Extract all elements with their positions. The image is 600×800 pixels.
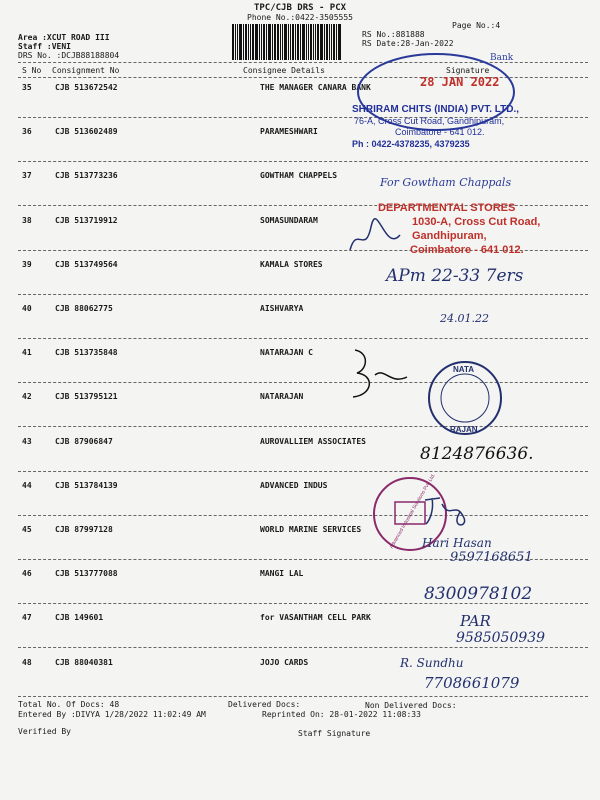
handwritten-r45-name: Hari Hasan bbox=[422, 536, 492, 550]
gowtham-for-line: For Gowtham Chappals bbox=[380, 176, 512, 189]
handwritten-r47-phone: 9585050939 bbox=[456, 630, 546, 646]
row-sno: 46 bbox=[22, 569, 32, 578]
header-phone: Phone No.:0422-3505555 bbox=[247, 13, 353, 22]
gowtham-store: DEPARTMENTAL STORES bbox=[378, 202, 516, 214]
row-consignment-no: CJB 513784139 bbox=[55, 481, 118, 490]
page-number: Page No.:4 bbox=[452, 21, 501, 30]
handwritten-r47-initials: PAR bbox=[460, 612, 491, 630]
row-consignee: PARAMESHWARI bbox=[260, 127, 318, 136]
row-consignee: NATARAJAN C bbox=[260, 348, 313, 357]
table-row bbox=[0, 304, 600, 348]
row-sno: 43 bbox=[22, 437, 32, 446]
row-consignee: ADVANCED INDUS bbox=[260, 481, 328, 490]
row-sno: 35 bbox=[22, 83, 32, 92]
rs-date: RS Date:28-Jan-2022 bbox=[362, 39, 454, 48]
shriram-phone: Ph : 0422-4378235, 4379235 bbox=[352, 139, 470, 149]
row-consignee: AISHVARYA bbox=[260, 304, 304, 313]
shriram-name: SHRIRAM CHITS (INDIA) PVT. LTD., bbox=[352, 104, 520, 115]
row-consignee: SOMASUNDARAM bbox=[260, 216, 318, 225]
row-consignee: THE MANAGER CANARA BANK bbox=[260, 83, 371, 92]
footer-divider bbox=[18, 696, 588, 697]
row-consignee: GOWTHAM CHAPPELS bbox=[260, 171, 338, 180]
row-consignment-no: CJB 513719912 bbox=[55, 216, 118, 225]
handwritten-r39: APm 22-33 7ers bbox=[386, 266, 524, 286]
handwritten-r40: 24.01.22 bbox=[440, 312, 489, 325]
received-date-stamp: 28 JAN 2022 bbox=[420, 75, 500, 89]
row-divider bbox=[18, 294, 588, 295]
round-seal-bottom: RAJAN bbox=[450, 425, 478, 434]
shriram-city: Coimbatore - 641 012. bbox=[395, 127, 485, 137]
table-row bbox=[0, 348, 600, 392]
col-consignment: Consignment No bbox=[52, 66, 120, 75]
shriram-stamp bbox=[340, 40, 530, 152]
col-sno: S No bbox=[22, 66, 42, 75]
row-divider bbox=[18, 161, 588, 162]
bank-stamp-text: Bank bbox=[490, 53, 514, 63]
row-sno: 36 bbox=[22, 127, 32, 136]
row-consignment-no: CJB 513735848 bbox=[55, 348, 118, 357]
col-signature: Signature bbox=[446, 66, 490, 75]
non-delivered-docs: Non Delivered Docs: bbox=[365, 701, 457, 710]
signature-r41 bbox=[345, 345, 415, 405]
row-consignee: AUROVALLIEM ASSOCIATES bbox=[260, 437, 366, 446]
row-consignee: MANGI LAL bbox=[260, 569, 304, 578]
document-title: TPC/CJB DRS - PCX bbox=[253, 3, 347, 13]
row-sno: 39 bbox=[22, 260, 32, 269]
row-consignment-no: CJB 513773236 bbox=[55, 171, 118, 180]
row-sno: 44 bbox=[22, 481, 32, 490]
row-sno: 45 bbox=[22, 525, 32, 534]
row-consignment-no: CJB 149601 bbox=[55, 613, 104, 622]
handwritten-r45-phone: 9597168651 bbox=[450, 550, 533, 565]
staff-signature: Staff Signature bbox=[298, 729, 371, 738]
drs-number: DRS No. :DCJB88188804 bbox=[18, 51, 120, 60]
row-divider bbox=[18, 515, 588, 516]
row-consignment-no: CJB 513777088 bbox=[55, 569, 118, 578]
row-consignment-no: CJB 513672542 bbox=[55, 83, 118, 92]
total-docs: Total No. Of Docs: 48 bbox=[18, 700, 120, 709]
row-sno: 41 bbox=[22, 348, 32, 357]
table-row bbox=[0, 481, 600, 525]
handwritten-r48-phone: 7708661079 bbox=[424, 674, 520, 692]
row-consignment-no: CJB 87997128 bbox=[55, 525, 113, 534]
row-consignment-no: CJB 88040381 bbox=[55, 658, 113, 667]
staff-label: Staff :VENI bbox=[18, 42, 71, 51]
reprinted-on: Reprinted On: 28-01-2022 11:08:33 bbox=[262, 710, 421, 719]
row-sno: 38 bbox=[22, 216, 32, 225]
row-consignee: JOJO CARDS bbox=[260, 658, 309, 667]
row-consignee: KAMALA STORES bbox=[260, 260, 323, 269]
handwritten-r43: 8124876636. bbox=[420, 444, 534, 464]
shriram-address: 76-A, Cross Cut Road, Gandhipuram, bbox=[354, 116, 505, 126]
table-row bbox=[0, 392, 600, 436]
entered-by: Entered By :DIVYA 1/28/2022 11:02:49 AM bbox=[18, 710, 206, 719]
row-sno: 47 bbox=[22, 613, 32, 622]
row-consignee: WORLD MARINE SERVICES bbox=[260, 525, 362, 534]
row-consignment-no: CJB 513795121 bbox=[55, 392, 118, 401]
row-consignment-no: CJB 513602489 bbox=[55, 127, 118, 136]
row-divider bbox=[18, 471, 588, 472]
row-divider bbox=[18, 338, 588, 339]
gowtham-address2: Gandhipuram, bbox=[412, 230, 487, 242]
row-consignment-no: CJB 88062775 bbox=[55, 304, 113, 313]
row-divider bbox=[18, 647, 588, 648]
gowtham-city: Coimbatore - 641 012. bbox=[410, 244, 524, 256]
signature-r38 bbox=[345, 215, 405, 260]
row-consignment-no: CJB 513749564 bbox=[55, 260, 118, 269]
advanced-stamp-text: Advanced Industrial Solutions Pvt. Ltd. bbox=[388, 472, 437, 550]
row-sno: 42 bbox=[22, 392, 32, 401]
gowtham-address1: 1030-A, Cross Cut Road, bbox=[412, 216, 541, 228]
signature-r44 bbox=[420, 490, 480, 530]
rs-number: RS No.:881888 bbox=[362, 30, 425, 39]
handwritten-r48-name: R. Sundhu bbox=[400, 656, 464, 670]
delivered-docs: Delivered Docs: bbox=[228, 700, 301, 709]
row-sno: 37 bbox=[22, 171, 32, 180]
row-consignee: for VASANTHAM CELL PARK bbox=[260, 613, 371, 622]
verified-by: Verified By bbox=[18, 727, 71, 736]
row-sno: 48 bbox=[22, 658, 32, 667]
col-consignee: Consignee Details bbox=[243, 66, 325, 75]
area-label: Area :XCUT ROAD III bbox=[18, 33, 110, 42]
row-consignee: NATARAJAN bbox=[260, 392, 304, 401]
handwritten-r46: 8300978102 bbox=[424, 584, 533, 604]
round-seal-top: NATA bbox=[453, 365, 475, 374]
row-consignment-no: CJB 87906847 bbox=[55, 437, 113, 446]
row-sno: 40 bbox=[22, 304, 32, 313]
round-seal-stamp bbox=[425, 358, 505, 438]
